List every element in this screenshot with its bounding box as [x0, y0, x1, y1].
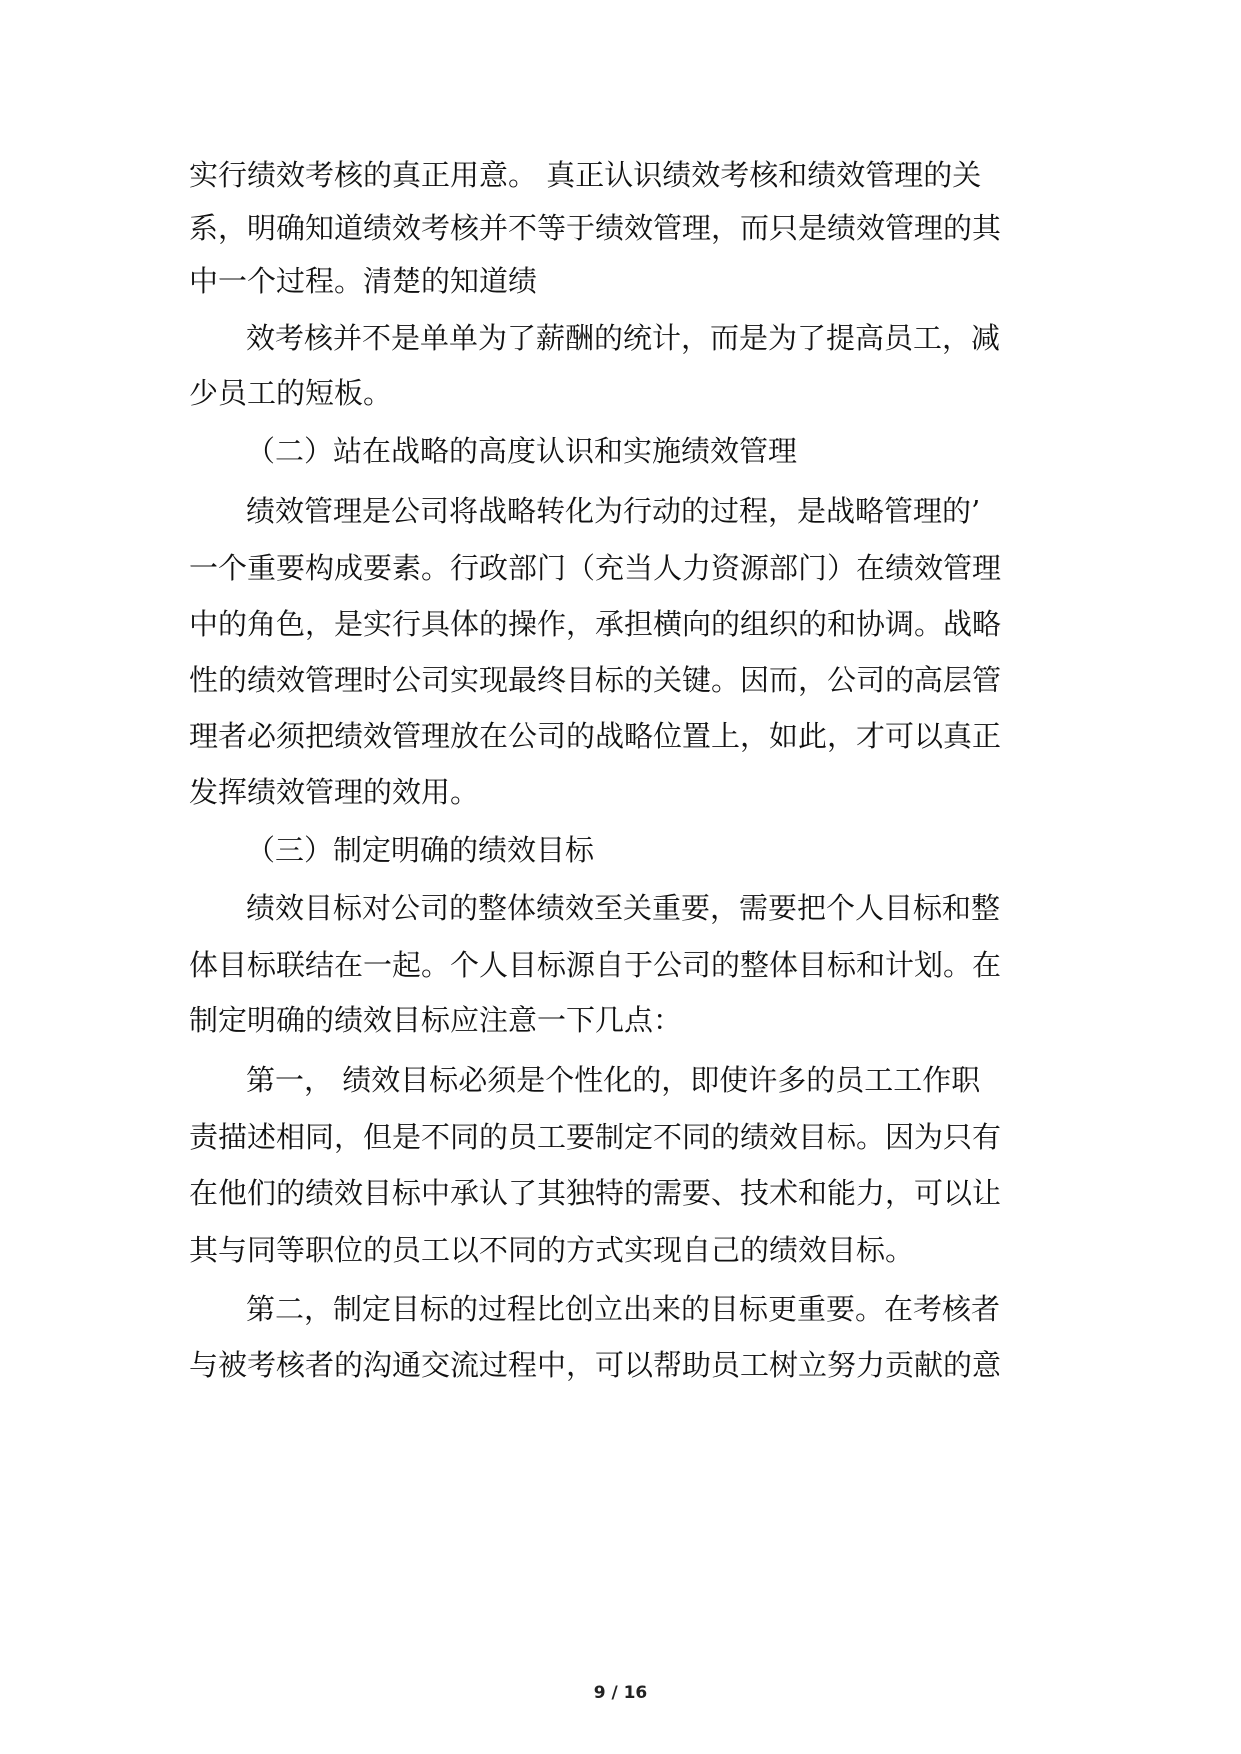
section-heading: （三）制定明确的绩效目标 [246, 833, 595, 867]
text-line: 第一， 绩效目标必须是个性化的，即使许多的员工工作职 [246, 1063, 981, 1097]
section-heading: （二）站在战略的高度认识和实施绩效管理 [246, 434, 798, 468]
text-line: 体目标联结在一起。个人目标源自于公司的整体目标和计划。在 [189, 948, 1002, 982]
text-line: 责描述相同，但是不同的员工要制定不同的绩效目标。因为只有 [189, 1120, 1002, 1154]
text-line: 性的绩效管理时公司实现最终目标的关键。因而，公司的高层管 [189, 663, 1002, 697]
text-line: 绩效管理是公司将战略转化为行动的过程，是战略管理的’ [246, 494, 981, 528]
text-line: 中一个过程。清楚的知道绩 [189, 264, 538, 298]
text-line: 与被考核者的沟通交流过程中，可以帮助员工树立努力贡献的意 [189, 1348, 1002, 1382]
text-line: 一个重要构成要素。行政部门（充当人力资源部门）在绩效管理 [189, 551, 1002, 585]
text-line: 发挥绩效管理的效用。 [189, 775, 480, 809]
text-line: 制定明确的绩效目标应注意一下几点： [189, 1003, 683, 1037]
text-line: 效考核并不是单单为了薪酬的统计，而是为了提高员工，减 [246, 321, 1001, 355]
page-number: 9 / 16 [593, 1683, 648, 1703]
text-line: 在他们的绩效目标中承认了其独特的需要、技术和能力，可以让 [189, 1176, 1002, 1210]
text-line: 实行绩效考核的真正用意。 真正认识绩效考核和绩效管理的关 [189, 158, 982, 192]
text-line: 绩效目标对公司的整体绩效至关重要，需要把个人目标和整 [246, 891, 1001, 925]
text-line: 系，明确知道绩效考核并不等于绩效管理，而只是绩效管理的其 [189, 211, 1002, 245]
text-line: 第二，制定目标的过程比创立出来的目标更重要。在考核者 [246, 1292, 1001, 1326]
text-line: 少员工的短板。 [189, 376, 393, 410]
text-line: 中的角色，是实行具体的操作，承担横向的组织的和协调。战略 [189, 607, 1002, 641]
text-line: 其与同等职位的员工以不同的方式实现自己的绩效目标。 [189, 1233, 915, 1267]
text-line: 理者必须把绩效管理放在公司的战略位置上，如此，才可以真正 [189, 719, 1002, 753]
